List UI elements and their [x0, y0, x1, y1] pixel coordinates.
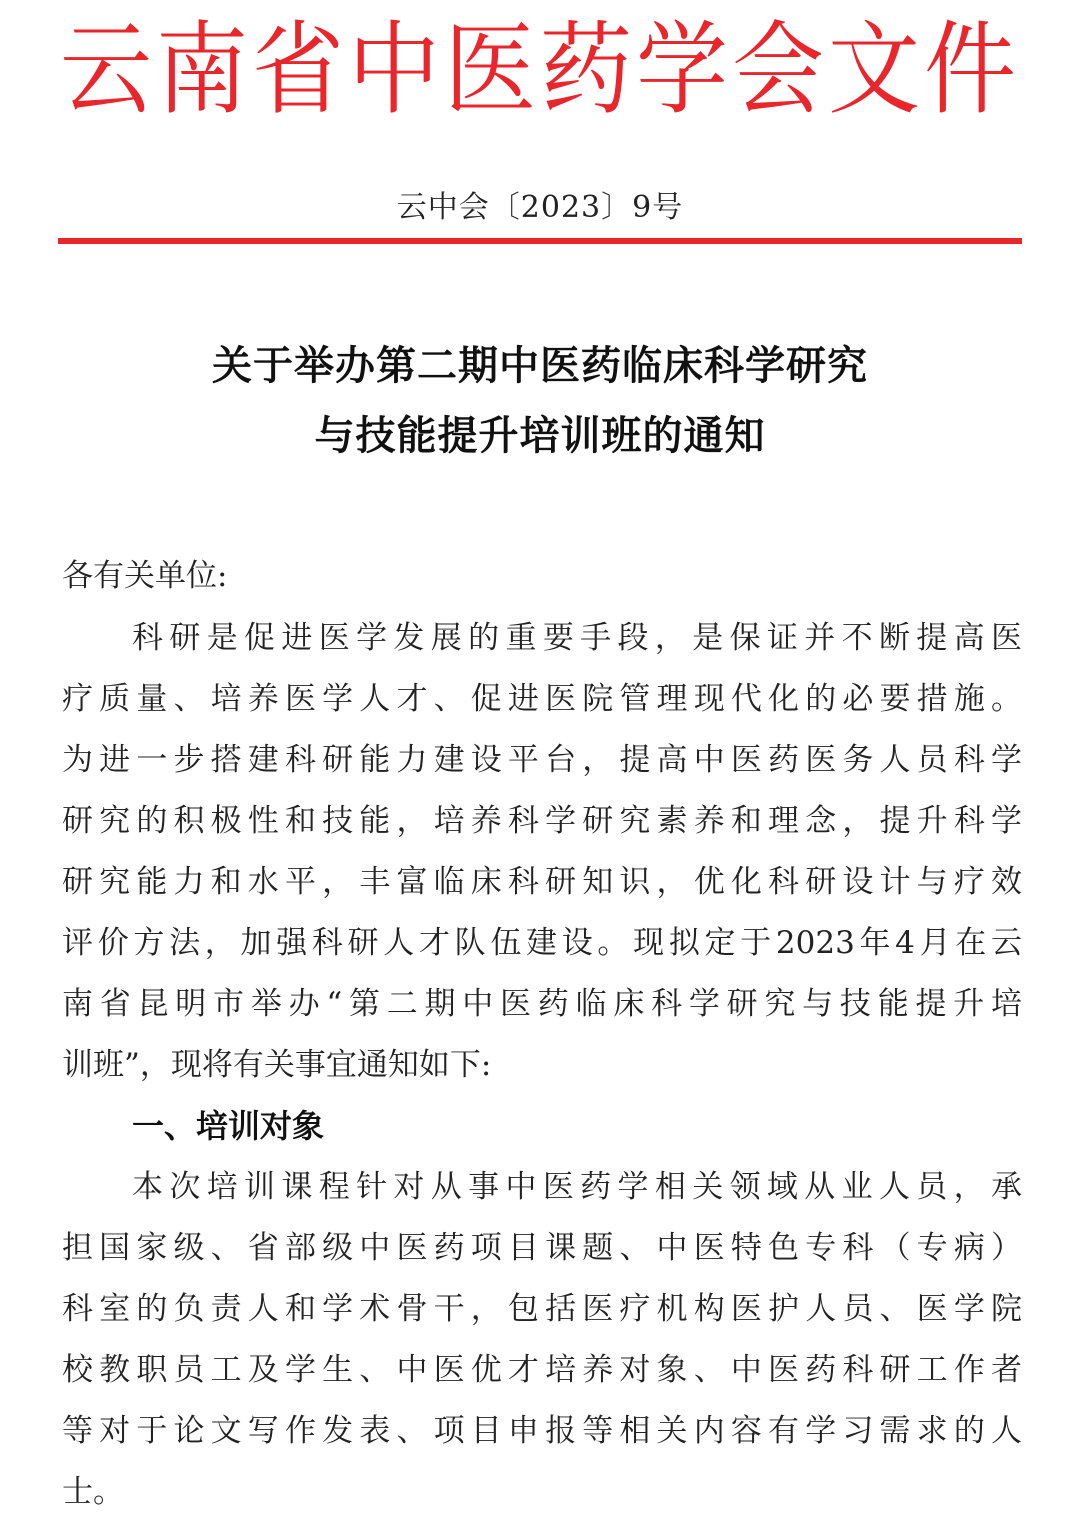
- paragraph-line: 科研是促进医学发展的重要手段，是保证并不断提高医: [132, 620, 1022, 656]
- section-heading: 一、培训对象: [132, 1107, 325, 1145]
- paragraph-line: 研究能力和水平，丰富临床科研知识，优化科研设计与疗效: [62, 864, 1022, 900]
- paragraph-line: 为进一步搭建科研能力建设平台，提高中医药医务人员科学: [62, 742, 1022, 778]
- paragraph-line: 南省昆明市举办“第二期中医药临床科学研究与技能提升培: [62, 986, 1022, 1022]
- paragraph-line: 科室的负责人和学术骨干，包括医疗机构医护人员、医学院: [62, 1291, 1022, 1327]
- paragraph-line: 评价方法，加强科研人才队伍建设。现拟定于2023年4月在云: [62, 925, 1022, 961]
- notice-title-line-2: 与技能提升培训班的通知: [314, 413, 766, 459]
- paragraph-line: 士。: [62, 1474, 124, 1510]
- document-masthead: 云南省中医药学会文件: [59, 11, 1020, 129]
- paragraph-line: 本次培训课程针对从事中医药学相关领域从业人员，承: [132, 1169, 1022, 1205]
- paragraph-line: 训班”，现将有关事宜通知如下:: [62, 1047, 492, 1083]
- paragraph-line: 疗质量、培养医学人才、促进医院管理现代化的必要措施。: [62, 681, 1022, 717]
- document-number: 云中会〔2023〕9号: [396, 190, 684, 225]
- salutation: 各有关单位:: [62, 558, 228, 594]
- paragraph-line: 等对于论文写作发表、项目申报等相关内容有学习需求的人: [62, 1413, 1022, 1449]
- paragraph-line: 担国家级、省部级中医药项目课题、中医特色专科（专病）: [62, 1230, 1022, 1266]
- notice-title-line-1: 关于举办第二期中医药临床科学研究: [212, 343, 868, 389]
- paragraph-line: 研究的积极性和技能，培养科学研究素养和理念，提升科学: [62, 803, 1022, 839]
- red-divider-line: [58, 238, 1022, 244]
- paragraph-line: 校教职员工及学生、中医优才培养对象、中医药科研工作者: [62, 1352, 1022, 1388]
